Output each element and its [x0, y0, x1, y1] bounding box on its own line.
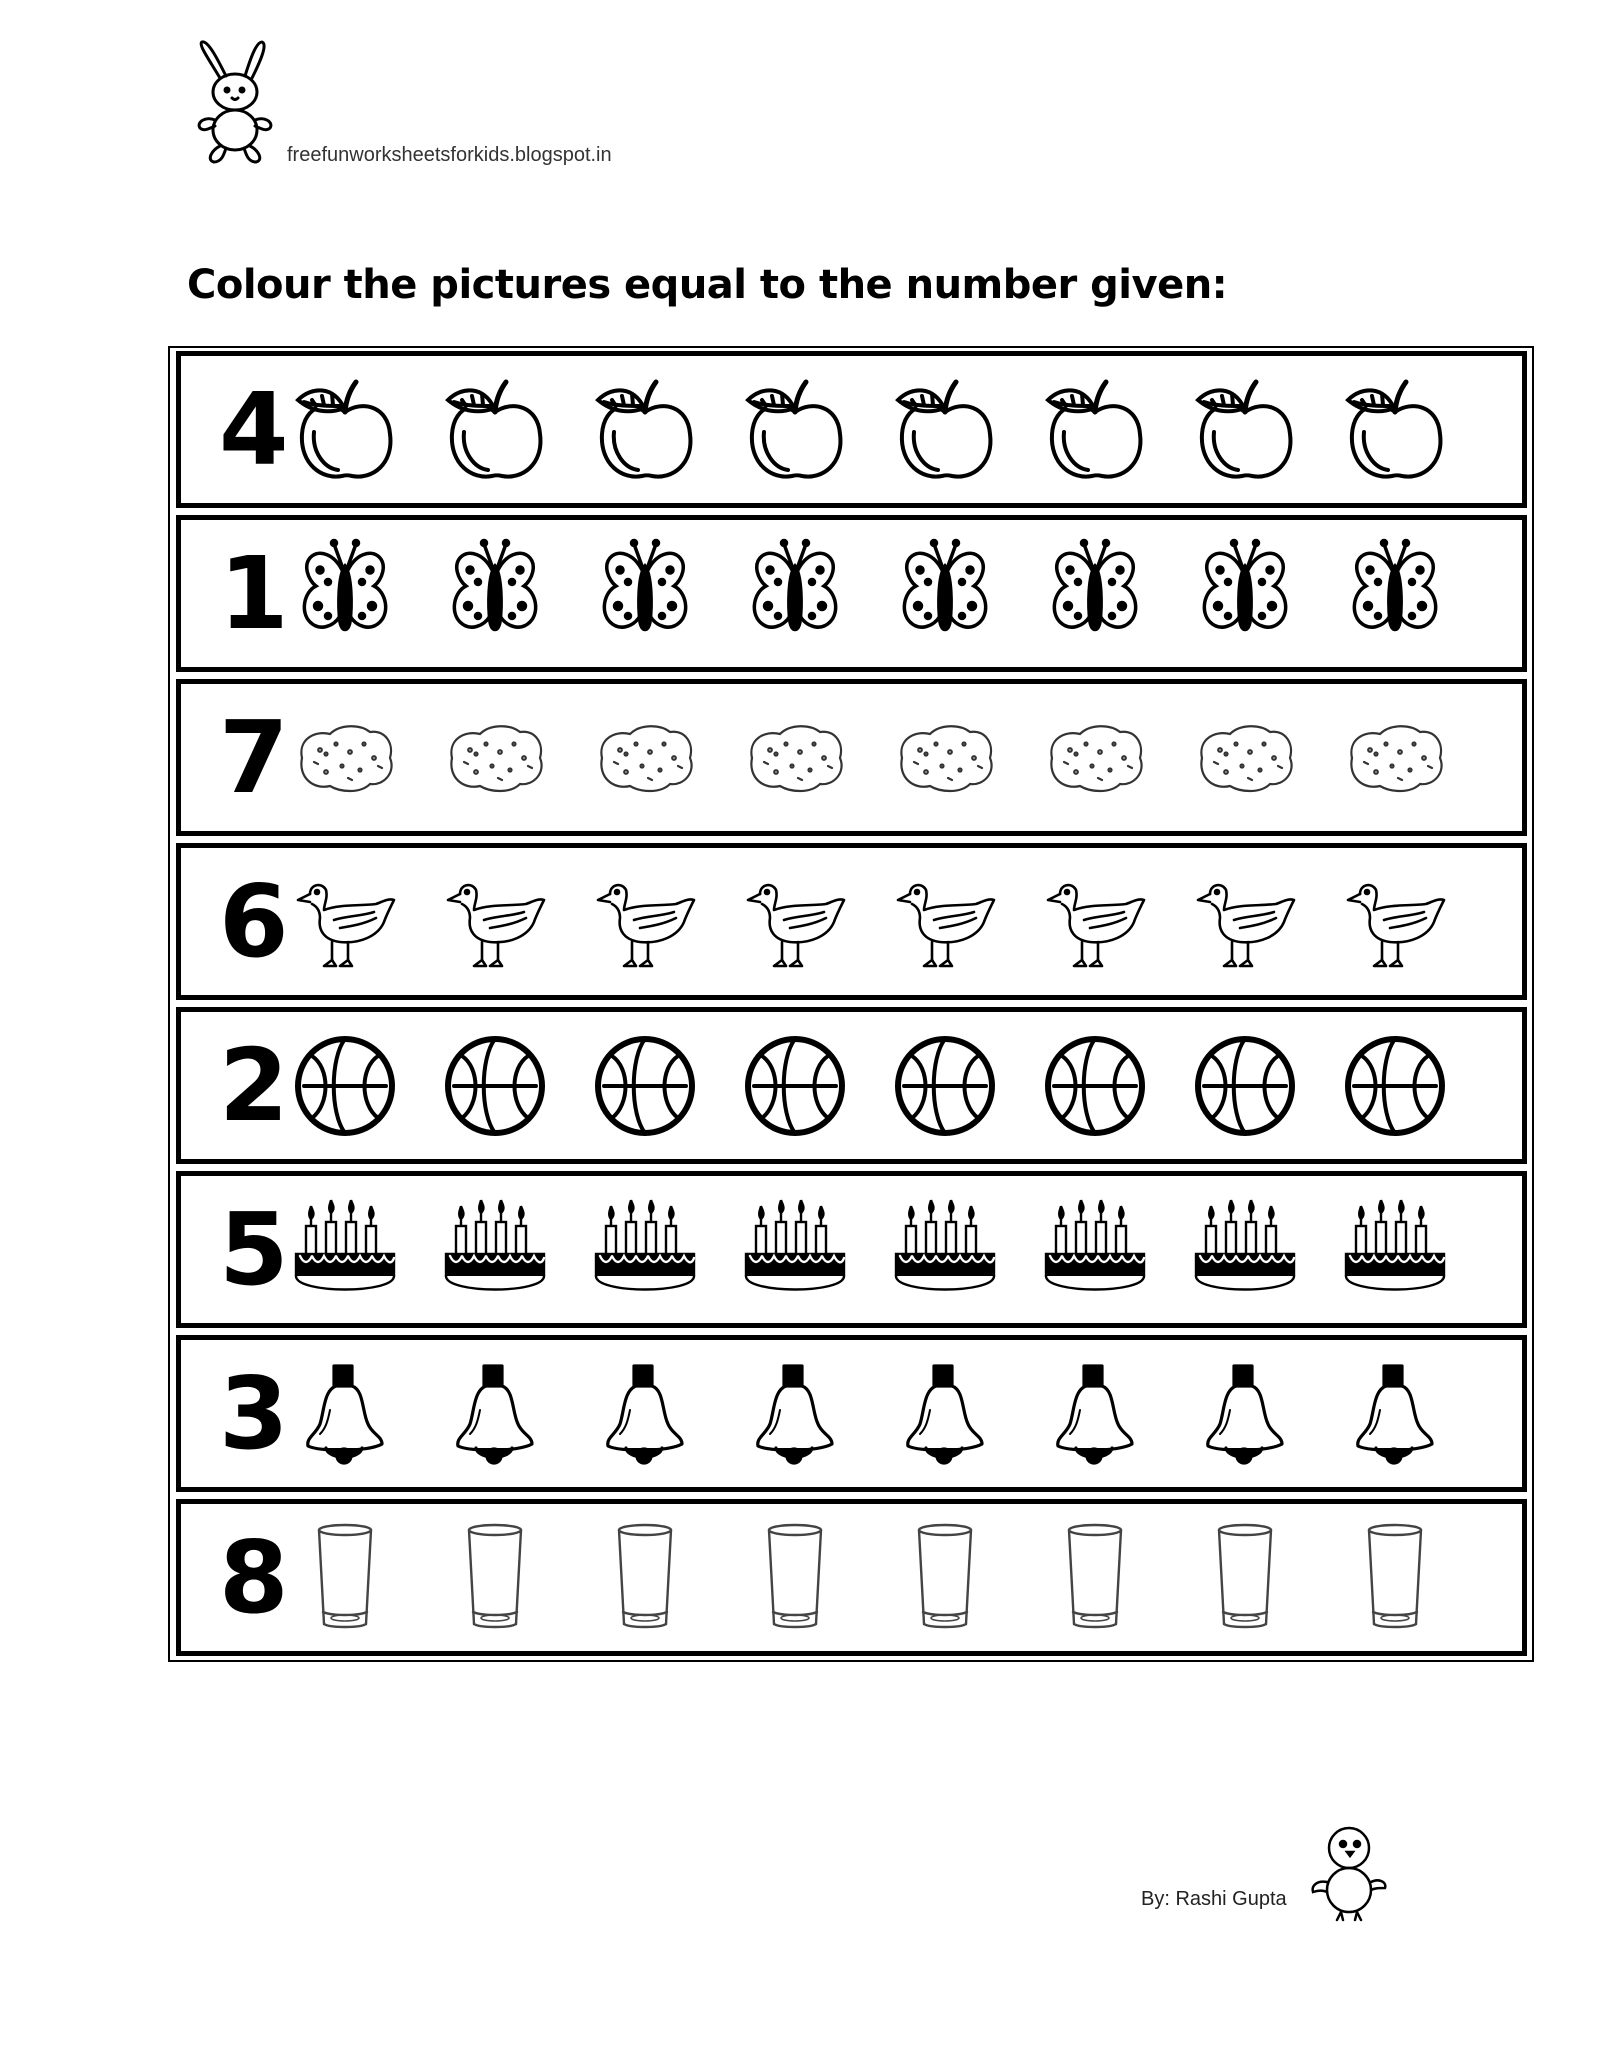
- apple-icon[interactable]: [1040, 372, 1150, 488]
- row-number: 3: [219, 1354, 289, 1472]
- glass-icon[interactable]: [1340, 1520, 1450, 1636]
- potato-icon[interactable]: [590, 700, 700, 816]
- potato-icon[interactable]: [1040, 700, 1150, 816]
- row-number: 4: [219, 370, 289, 488]
- butterfly-icon[interactable]: [1340, 536, 1450, 652]
- duck-icon[interactable]: [290, 864, 400, 980]
- duck-icon[interactable]: [1040, 864, 1150, 980]
- basketball-icon[interactable]: [440, 1028, 550, 1144]
- butterfly-icon[interactable]: [1040, 536, 1150, 652]
- apple-icon[interactable]: [1190, 372, 1300, 488]
- duck-icon[interactable]: [440, 864, 550, 980]
- glass-icon[interactable]: [1190, 1520, 1300, 1636]
- apple-icon[interactable]: [890, 372, 1000, 488]
- glass-icon[interactable]: [740, 1520, 850, 1636]
- site-url: freefunworksheetsforkids.blogspot.in: [287, 144, 612, 166]
- glass-icon[interactable]: [290, 1520, 400, 1636]
- birthday-cake-icon[interactable]: [590, 1192, 700, 1308]
- butterfly-icon[interactable]: [890, 536, 1000, 652]
- bell-icon[interactable]: [440, 1356, 550, 1472]
- apple-icon[interactable]: [1340, 372, 1450, 488]
- butterfly-icon[interactable]: [440, 536, 550, 652]
- birthday-cake-icon[interactable]: [740, 1192, 850, 1308]
- worksheet-row: [176, 1499, 1527, 1656]
- potato-icon[interactable]: [440, 700, 550, 816]
- worksheet-row: [176, 1171, 1527, 1328]
- birthday-cake-icon[interactable]: [290, 1192, 400, 1308]
- apple-icon[interactable]: [740, 372, 850, 488]
- basketball-icon[interactable]: [1340, 1028, 1450, 1144]
- birthday-cake-icon[interactable]: [1340, 1192, 1450, 1308]
- glass-icon[interactable]: [590, 1520, 700, 1636]
- apple-icon[interactable]: [290, 372, 400, 488]
- glass-icon[interactable]: [1040, 1520, 1150, 1636]
- birthday-cake-icon[interactable]: [890, 1192, 1000, 1308]
- worksheet-row: [176, 515, 1527, 672]
- butterfly-icon[interactable]: [290, 536, 400, 652]
- row-number: 8: [219, 1518, 289, 1636]
- duck-icon[interactable]: [590, 864, 700, 980]
- duck-icon[interactable]: [1340, 864, 1450, 980]
- bell-icon[interactable]: [1040, 1356, 1150, 1472]
- duck-icon[interactable]: [740, 864, 850, 980]
- potato-icon[interactable]: [890, 700, 1000, 816]
- basketball-icon[interactable]: [740, 1028, 850, 1144]
- basketball-icon[interactable]: [590, 1028, 700, 1144]
- butterfly-icon[interactable]: [1190, 536, 1300, 652]
- birthday-cake-icon[interactable]: [440, 1192, 550, 1308]
- basketball-icon[interactable]: [290, 1028, 400, 1144]
- worksheet-row: [176, 1335, 1527, 1492]
- butterfly-icon[interactable]: [590, 536, 700, 652]
- duck-icon[interactable]: [1190, 864, 1300, 980]
- row-number: 6: [219, 862, 289, 980]
- duck-icon[interactable]: [890, 864, 1000, 980]
- potato-icon[interactable]: [1340, 700, 1450, 816]
- bell-icon[interactable]: [1190, 1356, 1300, 1472]
- bunny-icon: [190, 38, 280, 166]
- worksheet-row: [176, 1007, 1527, 1164]
- butterfly-icon[interactable]: [740, 536, 850, 652]
- row-number: 1: [219, 534, 289, 652]
- byline: By: Rashi Gupta: [1141, 1888, 1287, 1910]
- bell-icon[interactable]: [590, 1356, 700, 1472]
- bell-icon[interactable]: [1340, 1356, 1450, 1472]
- instruction-heading: Colour the pictures equal to the number given:: [187, 262, 1228, 308]
- apple-icon[interactable]: [590, 372, 700, 488]
- potato-icon[interactable]: [290, 700, 400, 816]
- potato-icon[interactable]: [1190, 700, 1300, 816]
- row-number: 2: [219, 1026, 289, 1144]
- glass-icon[interactable]: [890, 1520, 1000, 1636]
- row-number: 7: [219, 698, 289, 816]
- chick-icon: [1307, 1820, 1389, 1924]
- bell-icon[interactable]: [290, 1356, 400, 1472]
- basketball-icon[interactable]: [1040, 1028, 1150, 1144]
- glass-icon[interactable]: [440, 1520, 550, 1636]
- basketball-icon[interactable]: [890, 1028, 1000, 1144]
- birthday-cake-icon[interactable]: [1190, 1192, 1300, 1308]
- bell-icon[interactable]: [740, 1356, 850, 1472]
- worksheet-row: [176, 843, 1527, 1000]
- worksheet-row: [176, 351, 1527, 508]
- basketball-icon[interactable]: [1190, 1028, 1300, 1144]
- birthday-cake-icon[interactable]: [1040, 1192, 1150, 1308]
- row-number: 5: [219, 1190, 289, 1308]
- potato-icon[interactable]: [740, 700, 850, 816]
- apple-icon[interactable]: [440, 372, 550, 488]
- worksheet-row: [176, 679, 1527, 836]
- bell-icon[interactable]: [890, 1356, 1000, 1472]
